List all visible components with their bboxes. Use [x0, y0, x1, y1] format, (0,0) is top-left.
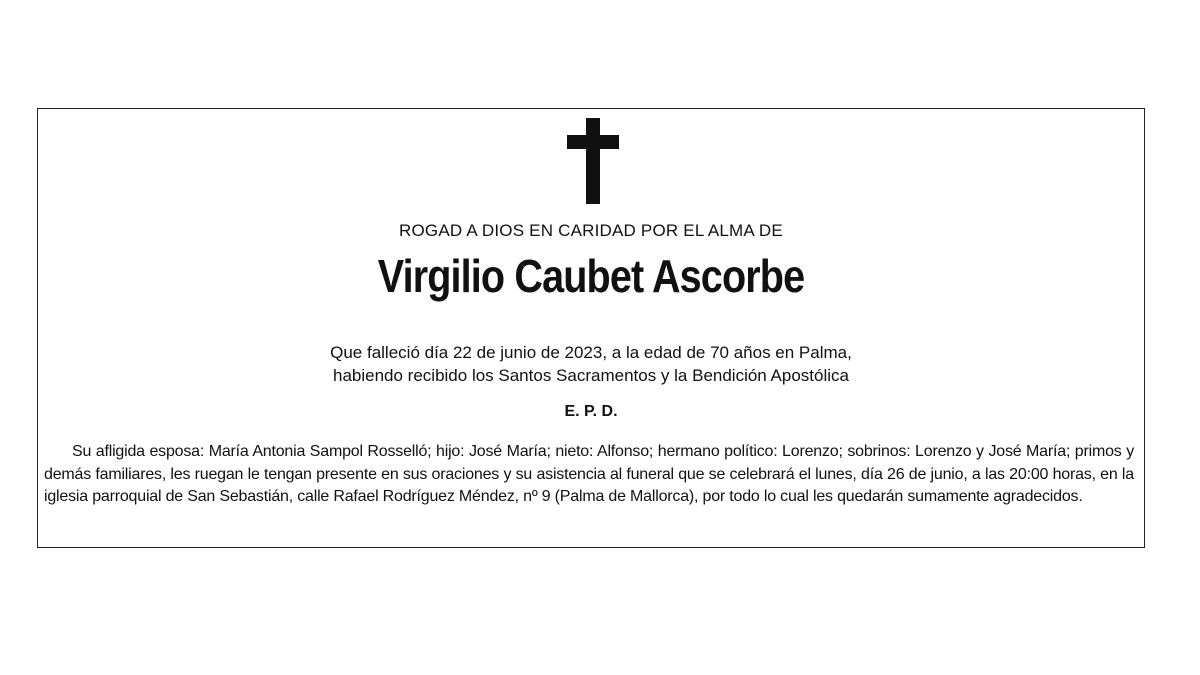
death-details — [38, 341, 1144, 387]
notice-heading: ROGAD A DIOS EN CARIDAD POR EL ALMA DE — [399, 221, 783, 240]
cross-icon — [567, 118, 619, 204]
death-line-2: habiendo recibido los Santos Sacramentos y la Bendición Apostólica — [333, 366, 849, 385]
deceased-name: Virgilio Caubet Ascorbe — [377, 250, 805, 302]
obituary-notice — [37, 108, 1145, 548]
epd-label: E. P. D. — [564, 403, 618, 420]
death-line-1: Que falleció día 22 de junio de 2023, a la edad de 70 años en Palma, — [330, 343, 852, 362]
family-message: Su afligida esposa: María Antonia Sampol Rosselló; hijo: José María; nieto: Alfonso; hermano político: Lorenzo; sobrinos: Lorenzo y José María; primos y demás familiares, les ruegan le tengan presente en sus oraciones y su asistencia al funeral que se celebrará el lunes, día 26 de junio, a las 20:00 horas, en la iglesia parroquial de San Sebastián, calle Rafael Rodríguez Méndez, nº 9 (Palma de Mallorca), por todo lo cual les quedarán sumamente agradecidos. — [44, 443, 1134, 505]
